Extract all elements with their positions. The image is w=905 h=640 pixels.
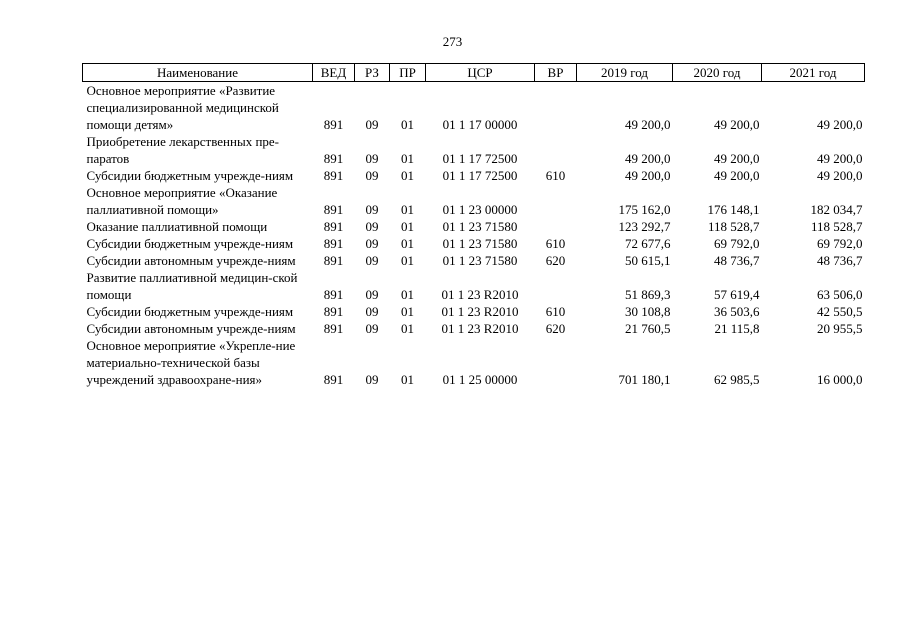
header-2019: 2019 год <box>577 64 673 82</box>
table-row <box>83 303 865 320</box>
cell-vr <box>535 82 577 134</box>
cell-rz: 09 <box>365 304 379 319</box>
cell-ved: 891 <box>323 202 344 217</box>
cell-ved: 891 <box>323 287 344 302</box>
table-row <box>83 184 865 218</box>
cell-pr: 01 <box>401 304 414 319</box>
cell-rz: 09 <box>365 287 379 302</box>
header-csr: ЦСР <box>426 64 535 82</box>
cell-2020: 36 503,6 <box>714 304 760 319</box>
cell-rz: 09 <box>365 151 379 166</box>
cell-pr: 01 <box>401 253 414 268</box>
cell-2019: 175 162,0 <box>618 202 671 217</box>
header-row <box>83 64 865 82</box>
cell-vr <box>535 133 577 167</box>
cell-ved: 891 <box>323 372 344 387</box>
budget-table <box>82 63 865 388</box>
table-body <box>83 82 865 389</box>
cell-2019: 50 615,1 <box>625 253 671 268</box>
cell-vr <box>535 269 577 303</box>
cell-name: Развитие паллиативной медицин-ской помощи <box>86 270 298 302</box>
cell-2019: 49 200,0 <box>625 151 671 166</box>
table-row <box>83 320 865 337</box>
header-name: Наименование <box>83 64 313 82</box>
cell-pr: 01 <box>401 236 414 251</box>
cell-2019: 49 200,0 <box>625 117 671 132</box>
cell-csr: 01 1 23 R2010 <box>441 304 519 319</box>
cell-ved: 891 <box>323 304 344 319</box>
cell-pr: 01 <box>401 287 414 302</box>
header-2020: 2020 год <box>673 64 762 82</box>
cell-name: Основное мероприятие «Развитие специализированной медицинской помощи детям» <box>86 83 279 132</box>
cell-2020: 62 985,5 <box>714 372 760 387</box>
cell-2019: 701 180,1 <box>618 372 671 387</box>
cell-name: Основное мероприятие «Укрепле-ние материально-технической базы учреждений здравоохране-ния» <box>86 338 296 387</box>
cell-2021: 20 955,5 <box>817 321 863 336</box>
cell-pr: 01 <box>401 202 414 217</box>
cell-pr: 01 <box>401 117 414 132</box>
cell-2021: 42 550,5 <box>817 304 863 319</box>
cell-rz: 09 <box>365 321 379 336</box>
header-ved: ВЕД <box>313 64 355 82</box>
cell-csr: 01 1 17 72500 <box>442 151 518 166</box>
cell-name: Оказание паллиативной помощи <box>86 219 268 234</box>
cell-name: Субсидии автономным учрежде-ниям <box>86 321 296 336</box>
cell-csr: 01 1 23 71580 <box>442 236 518 251</box>
cell-rz: 09 <box>365 236 379 251</box>
cell-ved: 891 <box>323 151 344 166</box>
cell-csr: 01 1 25 00000 <box>442 372 518 387</box>
cell-name: Субсидии бюджетным учрежде-ниям <box>86 304 294 319</box>
cell-2021: 49 200,0 <box>817 168 863 183</box>
cell-vr <box>535 218 577 235</box>
cell-csr: 01 1 23 00000 <box>442 202 518 217</box>
cell-ved: 891 <box>323 236 344 251</box>
cell-name: Приобретение лекарственных пре-паратов <box>86 134 279 166</box>
table-row <box>83 252 865 269</box>
cell-name: Субсидии бюджетным учрежде-ниям <box>86 168 294 183</box>
cell-2021: 49 200,0 <box>817 151 863 166</box>
table-row <box>83 235 865 252</box>
cell-2021: 182 034,7 <box>810 202 863 217</box>
cell-csr: 01 1 17 00000 <box>442 117 518 132</box>
cell-ved: 891 <box>323 117 344 132</box>
cell-vr: 620 <box>545 321 566 336</box>
cell-ved: 891 <box>323 321 344 336</box>
cell-2020: 69 792,0 <box>714 236 760 251</box>
cell-2019: 51 869,3 <box>625 287 671 302</box>
cell-rz: 09 <box>365 219 379 234</box>
cell-2020: 49 200,0 <box>714 168 760 183</box>
cell-2021: 16 000,0 <box>817 372 863 387</box>
cell-vr: 610 <box>545 304 566 319</box>
cell-2021: 48 736,7 <box>817 253 863 268</box>
cell-2019: 30 108,8 <box>625 304 671 319</box>
cell-pr: 01 <box>401 321 414 336</box>
cell-csr: 01 1 23 R2010 <box>441 287 519 302</box>
cell-2020: 21 115,8 <box>714 321 760 336</box>
table-row <box>83 337 865 388</box>
cell-2020: 118 528,7 <box>707 219 760 234</box>
header-vr: ВР <box>535 64 577 82</box>
cell-2021: 69 792,0 <box>817 236 863 251</box>
cell-rz: 09 <box>365 168 379 183</box>
cell-2019: 123 292,7 <box>618 219 671 234</box>
cell-ved: 891 <box>323 253 344 268</box>
cell-vr <box>535 337 577 388</box>
cell-2020: 48 736,7 <box>714 253 760 268</box>
table-row <box>83 167 865 184</box>
cell-vr: 610 <box>545 236 566 251</box>
header-pr: ПР <box>390 64 426 82</box>
cell-csr: 01 1 17 72500 <box>442 168 518 183</box>
table-row <box>83 82 865 134</box>
table-row <box>83 133 865 167</box>
cell-2020: 49 200,0 <box>714 117 760 132</box>
cell-pr: 01 <box>401 219 414 234</box>
cell-rz: 09 <box>365 372 379 387</box>
cell-csr: 01 1 23 71580 <box>442 253 518 268</box>
cell-ved: 891 <box>323 168 344 183</box>
cell-rz: 09 <box>365 202 379 217</box>
cell-rz: 09 <box>365 117 379 132</box>
cell-ved: 891 <box>323 219 344 234</box>
cell-vr <box>535 184 577 218</box>
cell-2020: 57 619,4 <box>714 287 760 302</box>
cell-2019: 49 200,0 <box>625 168 671 183</box>
cell-name: Основное мероприятие «Оказание паллиативной помощи» <box>86 185 278 217</box>
page-number: 273 <box>442 34 463 49</box>
cell-pr: 01 <box>401 372 414 387</box>
cell-2021: 118 528,7 <box>810 219 863 234</box>
cell-2020: 176 148,1 <box>707 202 760 217</box>
cell-csr: 01 1 23 71580 <box>442 219 518 234</box>
cell-pr: 01 <box>401 151 414 166</box>
cell-vr: 610 <box>545 168 566 183</box>
cell-name: Субсидии бюджетным учрежде-ниям <box>86 236 294 251</box>
cell-2019: 21 760,5 <box>625 321 671 336</box>
cell-rz: 09 <box>365 253 379 268</box>
cell-vr: 620 <box>545 253 566 268</box>
cell-pr: 01 <box>401 168 414 183</box>
header-rz: РЗ <box>355 64 390 82</box>
cell-2021: 49 200,0 <box>817 117 863 132</box>
cell-name: Субсидии автономным учрежде-ниям <box>86 253 296 268</box>
header-2021: 2021 год <box>762 64 865 82</box>
table-row <box>83 218 865 235</box>
cell-csr: 01 1 23 R2010 <box>441 321 519 336</box>
cell-2020: 49 200,0 <box>714 151 760 166</box>
cell-2021: 63 506,0 <box>817 287 863 302</box>
table-row <box>83 269 865 303</box>
cell-2019: 72 677,6 <box>625 236 671 251</box>
